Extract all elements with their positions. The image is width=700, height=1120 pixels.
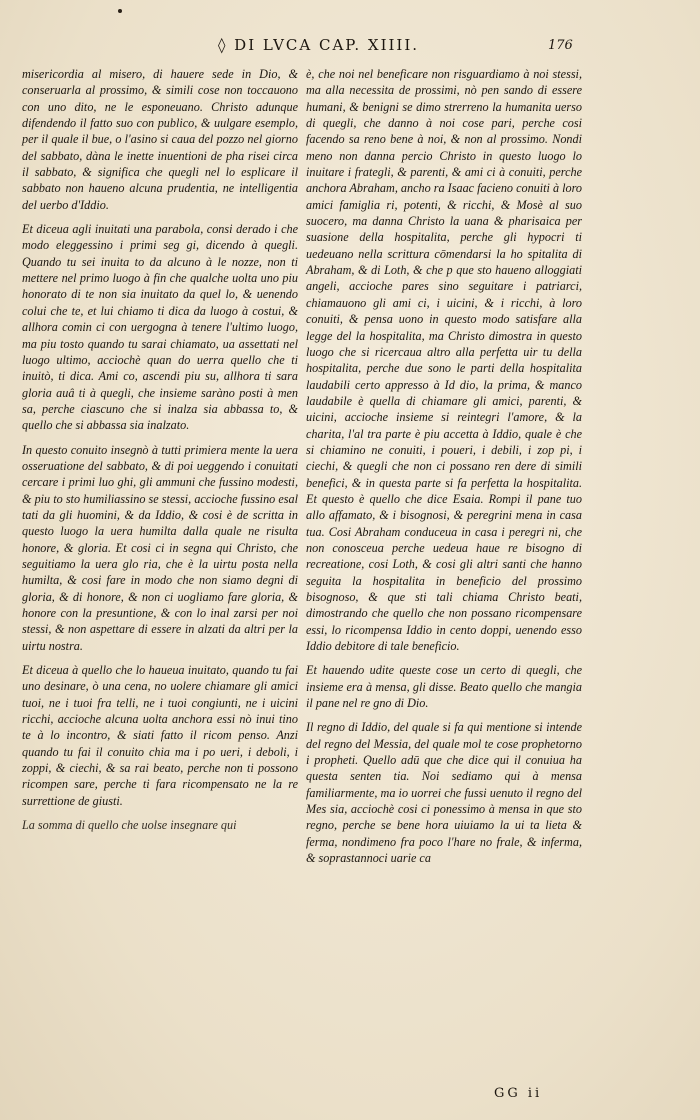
left-column — [22, 66, 298, 841]
paragraph: è, che noi nel beneficare non risguardiamo à noi stessi, ma alla necessita de prossimi, nò pen sando di essere humani, & benigni se dimo strerreno la humanita uerso di quegli, che danno à noi cose pari, perche cosi facendo sa reno bene à noi, & non al prossimo. Nondi meno non danna percio Christo in questo luogo lo inuitare i frategli, & parenti, & ami ci à conuiti, perche anchora Abraham, ancho ra Isaac facieno conuiti à loro amici famiglia ri, potenti, & ricchi, & Mosè al suo suocero, ma danna Christo la uana & pharisaica per suasione della hospitalita, perche gli hypocri ti uedeuano nella scrittura cōmendarsi la ho spitalita di Abraham, & di Loth, & che p que sto haueno alloggiati angeli, accioche pares sino seguitare i patriarci, chiamauono gli ami ci, i uicini, & i ricchi, à loro conuiti, & pensa uono in questo modo satisfare alla legge del la hospitalita, ma Christo dimostra in questo luogo che si ricercaua altro alla perfetta uir tu della hospitalita, perche due sono le parti della hospitalita laudabili certo appresso à Id dio, la prima, & manco laudabile è quella di chiamare gli amici, parenti, & uicini, accioche insieme si reintegri l'amore, & la charita, l'al tra parte è piu accetta à Iddio, quale è che si chiamino ne conuiti, i poueri, i debili, i zop pi, i ciechi, & quegli che non ci possano ren dere di simili benefici, & in questa parte si fa perfetta la hospitalita. Et questo è quello che dice Esaia. Rompi il pane tuo allo affamato, & i bisognosi, & peregrini mena in casa tua. Cosi Abraham conduceua in casa i peregri ni, che non conosceua perche uedeua haue re bisogno di recreatione, cosi Loth, & cosi gli altri santi che hanno seguita la hospitalita in beneficio del prossimo bisognoso, & que sti tali chiama Christo beati, dimostrando che quello che non possano ricompensare essi, lo ricompensa Iddio in cento doppi, uenendo esso Iddio debitore di tale beneficio. — [306, 67, 582, 654]
right-column — [306, 66, 582, 875]
paragraph: Et diceua à quello che lo haueua inuitato, quando tu fai uno desinare, ò una cena, no uolere chiamare gli amici tuoi, ne i tuoi fra telli, ne i tuoi congiunti, ne i uicini ricchi, accioche alcuna uolta anchora essi nò inui tino te à lo incontro, & siati fatto il ricom penso. Anzi quando tu fai il conuito chia ma i po ueri, i deboli, i zoppi, & ciechi, & sa rai beato, perche non ti possono ricompen sare, perche ti fara ricompensato ne la re surrettione de giusti. — [22, 663, 298, 808]
page-header — [0, 36, 700, 60]
ink-speck — [118, 9, 122, 13]
signature-mark: GG ii — [494, 1086, 543, 1101]
paragraph: misericordia al misero, di hauere sede in Dio, & conseruarla al prossimo, & simili cose non toccauono con uno dito, ne le esponeuano. Christo adunque difendendo il fatto suo con publico, & uulgare esemplo, per il quale il bue, o l'asino si caua del pozzo nel giorno del sabbato, dàna le inette inuentioni de pha risei circa il sabbato, & significa che quegli nel lo esplicare il sabbato non haueno alcuna prudentia, ne intelligentia del uerbo d'Iddio. — [22, 67, 298, 212]
running-head: ◊ DI LVCA CAP. XIIII. — [218, 36, 420, 54]
paragraph: Et hauendo udite queste cose un certo di quegli, che insieme era à mensa, gli disse. Beato quello che mangia il pane nel re gno di Dio. — [306, 663, 582, 711]
paragraph: In questo conuito insegnò à tutti primiera mente la uera osseruatione del sabbato, & di poi ueggendo i conuitati cercare i primi luo ghi, gli ammuni che fussino modesti, & piu to sto humiliassino se stessi, accioche fussino esal tati da gli huomini, & da Iddio, & cosi è de scritta in questo luogo la uera humilta dalla quale ne risulta honore, & gloria. Et cosi ci in segna qui Christo, che seguitiamo la uera glo ria, che è la uirtu posta nella humilta, & cosi fare in modo che non siamo degni di gloria, & di honore, & non ci uogliamo fare gloria, & honore con la presuntione, & con lo inal zarsi per noi stessi, & non aspettare di essere in alzati da altri per la uirtu nostra. — [22, 442, 298, 653]
paragraph: Et diceua agli inuitati una parabola, consi derado i che modo eleggessino i primi seg gi, dicendo à quegli. Quando tu sei inuita to da alcuno à le nozze, non ti mettere nel primo luogo à fin che qualche uolta uno piu honorato di te non sia inuitato da quel lo, & uenendo colui che te, et lui chiamo ti dica da luogo à costui, & allhora comin ci con uergogna à tenere l'ultimo luogo, ma piu tosto quando tu sarai chiamato, ua assettati nel luogo ultimo, acciochè quan do uerra quello che ti inuitò, ti dica. Ami co, ascendi piu su, allhora ti sara gloria auâ ti à quegli, che insieme saràno posti à men sa, perche ciascuno che si inalza sia abbassa to, & quello che si abbassa sia inalzato. — [22, 222, 298, 433]
paragraph: Il regno di Iddio, del quale si fa qui mentione si intende del regno del Messia, del quale mol te cose prophetorno i propheti. Quello adū que che dice qui il conuiua ha questa senten tia. Noi sediamo qui à mensa familiarmente, ma io uorrei che fussi uenuto il regno del Mes sia, acciochè cosi ci ponessimo à mensa in que sto regno, perche se bene hora uiuiamo la ui ta lieta & ferma, nondimeno fra poco l'hare no frale, & inferma, & soprastannoci uarie ca — [306, 720, 582, 866]
paragraph: La somma di quello che uolse insegnare qui — [22, 818, 237, 833]
page-number: 176 — [548, 38, 573, 53]
